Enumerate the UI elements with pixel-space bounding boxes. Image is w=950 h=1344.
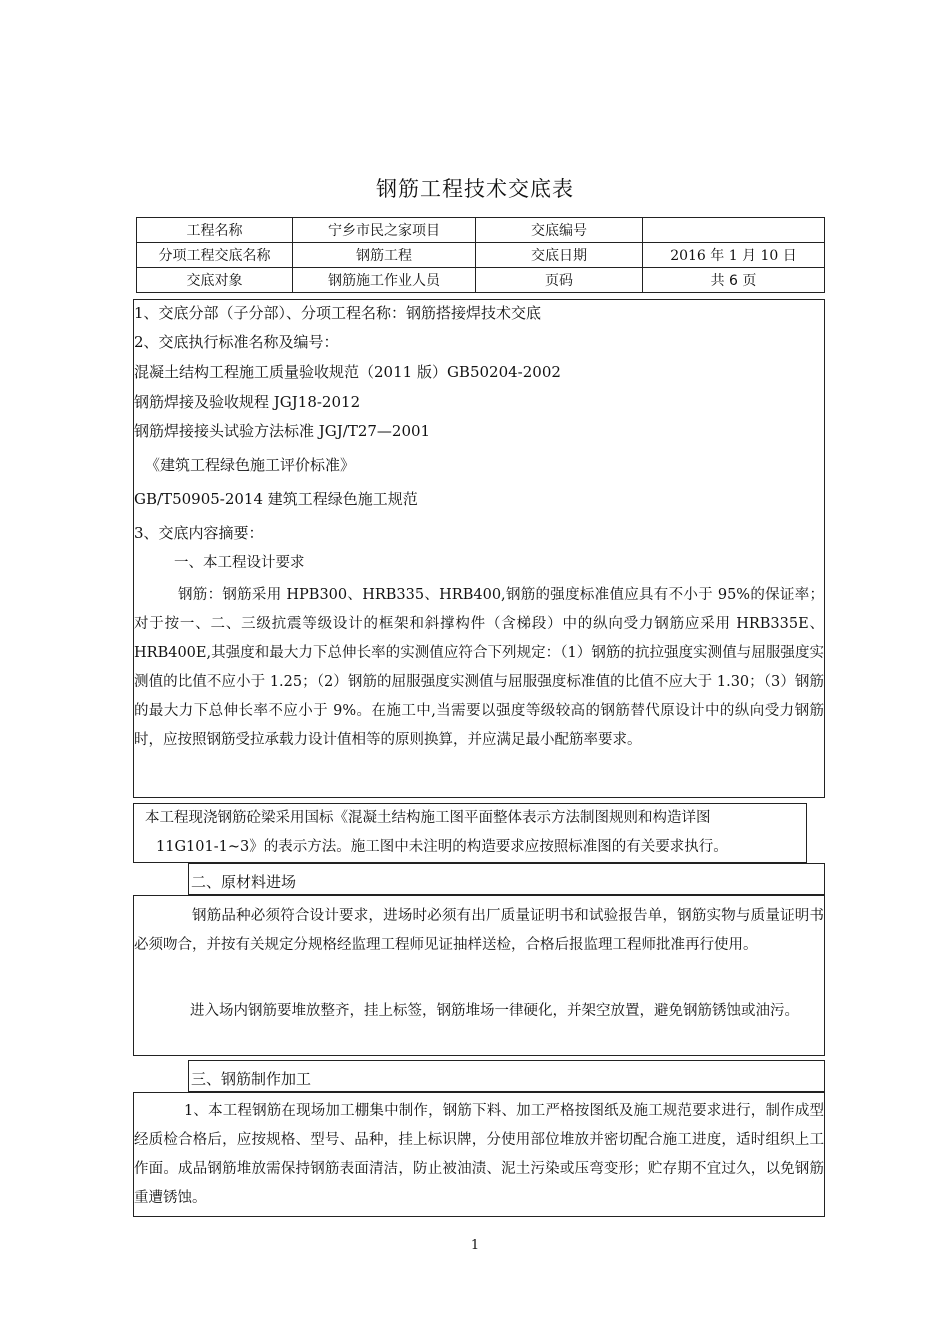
- item-1: 1、交底分部（子分部）、分项工程名称：钢筋搭接焊技术交底: [134, 304, 542, 322]
- item-2: 2、交底执行标准名称及编号：: [134, 333, 339, 351]
- note-line-1: 本工程现浇钢筋砼梁采用国标《混凝土结构施工图平面整体表示方法制图规则和构造详图: [145, 810, 711, 826]
- table-row: [137, 218, 825, 243]
- project-name-label: 工程名称: [137, 218, 293, 243]
- disclosure-date-value: 2016 年 1 月 10 日: [643, 243, 825, 268]
- project-name-value: 宁乡市民之家项目: [293, 218, 476, 243]
- audience-label: 交底对象: [137, 268, 293, 293]
- note-line-2: 11G101-1~3》的表示方法。施工图中未注明的构造要求应按照标准图的有关要求执行。: [156, 839, 728, 855]
- standard-3: 钢筋焊接接头试验方法标准 JGJ/T27—2001: [134, 422, 431, 440]
- section2-heading: 二、原材料进场: [191, 873, 297, 891]
- page-number: 1: [470, 1238, 480, 1253]
- disclosure-number-value: [643, 218, 825, 243]
- disclosure-number-label: 交底编号: [476, 218, 643, 243]
- standard-1: 混凝土结构工程施工质量验收规范（2011 版）GB50204-2002: [134, 363, 561, 381]
- subproject-name-value: 钢筋工程: [293, 243, 476, 268]
- audience-value: 钢筋施工作业人员: [293, 268, 476, 293]
- section3-heading: 三、钢筋制作加工: [191, 1070, 312, 1088]
- page-count-label: 页码: [476, 268, 643, 293]
- subproject-name-label: 分项工程交底名称: [137, 243, 293, 268]
- standard-5: GB/T50905-2014 建筑工程绿色施工规范: [134, 490, 418, 508]
- section3-paragraph-1: 1、本工程钢筋在现场加工棚集中制作，钢筋下料、加工严格按图纸及施工规范要求进行，制作成型经质检合格后，应按规格、型号、品种，挂上标识牌，分使用部位堆放并密切配合施工进度，适时组织上工作面。成品钢筋堆放需保持钢筋表面清洁，防止被油渍、泥土污染或压弯变形；贮存期不宜过久，以免钢筋重遭锈蚀。: [134, 1103, 824, 1206]
- section2-paragraph-1: 钢筋品种必须符合设计要求，进场时必须有出厂质量证明书和试验报告单，钢筋实物与质量证明书必须吻合，并按有关规定分规格经监理工程师见证抽样送检，合格后报监理工程师批准再行使用。: [134, 908, 824, 953]
- rebar-requirements-paragraph: 钢筋：钢筋采用 HPB300、HRB335、HRB400,钢筋的强度标准值应具有不小于 95%的保证率；对于按一、二、三级抗震等级设计的框架和斜撑构件（含梯段）中的纵向受力钢筋应采用 HRB335E、HRB400E,其强度和最大力下总伸长率的实测值应符合下列规定：（1）钢筋的抗拉强度实测值与屈服强度实测值的比值不应小于 1.25；（2）钢筋的屈服强度实测值与屈服强度标准值的比值不应大于 1.30；（3）钢筋的最大力下总伸长率不应小于 9%。在施工中,当需要以强度等级较高的钢筋替代原设计中的纵向受力钢筋时，应按照钢筋受拉承载力设计值相等的原则换算，并应满足最小配筋率要求。: [134, 587, 824, 748]
- table-row: [137, 268, 825, 293]
- standard-4: 《建筑工程绿色施工评价标准》: [145, 456, 356, 474]
- header-info-table: [136, 217, 825, 293]
- standard-2: 钢筋焊接及验收规程 JGJ18-2012: [134, 393, 361, 411]
- disclosure-date-label: 交底日期: [476, 243, 643, 268]
- document-title: 钢筋工程技术交底表: [376, 177, 574, 201]
- subheading-design-requirements: 一、本工程设计要求: [174, 555, 305, 571]
- item-3: 3、交底内容摘要：: [134, 524, 264, 542]
- table-row: [137, 243, 825, 268]
- page-count-value: 共 6 页: [643, 268, 825, 293]
- section2-paragraph-2: 进入场内钢筋要堆放整齐，挂上标签，钢筋堆场一律硬化，并架空放置，避免钢筋锈蚀或油污。: [190, 1003, 799, 1019]
